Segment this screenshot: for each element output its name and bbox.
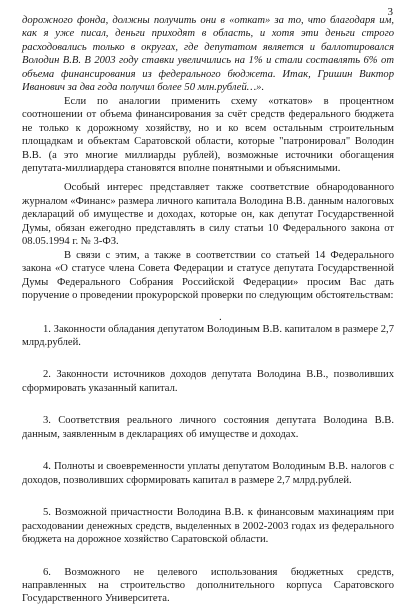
request-item-6: 6. Возможного не целевого использования бюджетных средств, направленных на строительство дополнительного корпуса Саратовского Государственного Университета. xyxy=(22,566,394,605)
request-item-1: 1. Законности обладания депутатом Володиным В.В. капиталом в размере 2,7 млрд.рублей. xyxy=(22,323,394,348)
paragraph-capital-declarations: Особый интерес представляет также соответствие обнародованного журналом «Финанс» размера личного капитала Володина В.В. данным налоговых деклараций об имуществе и доходах, которые он, как депутат Государственной Думы, обязан ежегодно представлять в силу статьи 10 Федерального закона от 08.05.1994 г. № 3-ФЗ. xyxy=(22,182,394,248)
request-item-5: 5. Возможной причастности Володина В.В. к финансовым махинациям при расходовании денежных средств, выделенных в 2002-2003 годах из федерального бюджета на дорожное хозяйство Саратовской области. xyxy=(22,507,394,546)
paragraph-kickback-analogy: Если по аналогии применить схему «откатов» в процентном соотношении от объема финансирования за счёт средств федерального бюджета не только к дорожному хозяйству, но и ко всем остальным строительным площадкам и объектам Саратовской области, которые "патронировал" Володин В.В. (а это многие миллиарды рублей), возможные источники обогащения депутата-миллиардера становятся вполне понятными и объяснимыми. xyxy=(22,95,394,174)
page-number: 3 xyxy=(387,6,393,18)
paragraph-request-inspection: В связи с этим, а также в соответствии со статьей 14 Федерального закона «О статусе члена Совета Федерации и статусе депутата Государственной Думы Федерального Собрания Российской Федерации» просим Вас дать поручение о проведении прокурорской проверки по следующим обстоятельствам: xyxy=(22,249,394,302)
stray-mark: . xyxy=(219,311,222,323)
document-body xyxy=(22,14,394,606)
request-item-4: 4. Полноты и своевременности уплаты депутатом Володиным В.В. налогов с доходов, позволивших сформировать капитал в размере 2,7 млрд.рублей. xyxy=(22,461,394,486)
request-item-2: 2. Законности источников доходов депутата Володина В.В., позволивших сформировать указанный капитал. xyxy=(22,369,394,394)
request-item-3: 3. Соответствия реального личного состояния депутата Володина В.В. данным, заявленным в декларациях об имуществе и доходах. xyxy=(22,415,394,440)
quoted-testimony: дорожного фонда, должны получить они в «откат» за то, что благодаря им, как я уже писал, деньги приходят в область, и хотя эти деньги строго расходовались только в округах, где депутатом является и баллотировался Володин В.В. В 2003 году ставки увеличились на 1% и стали составлять 6% от объема финансирования из федерального бюджета. Итак, Гришин Виктор Иванович за два года получил более 50 млн.рублей…». xyxy=(22,15,394,94)
